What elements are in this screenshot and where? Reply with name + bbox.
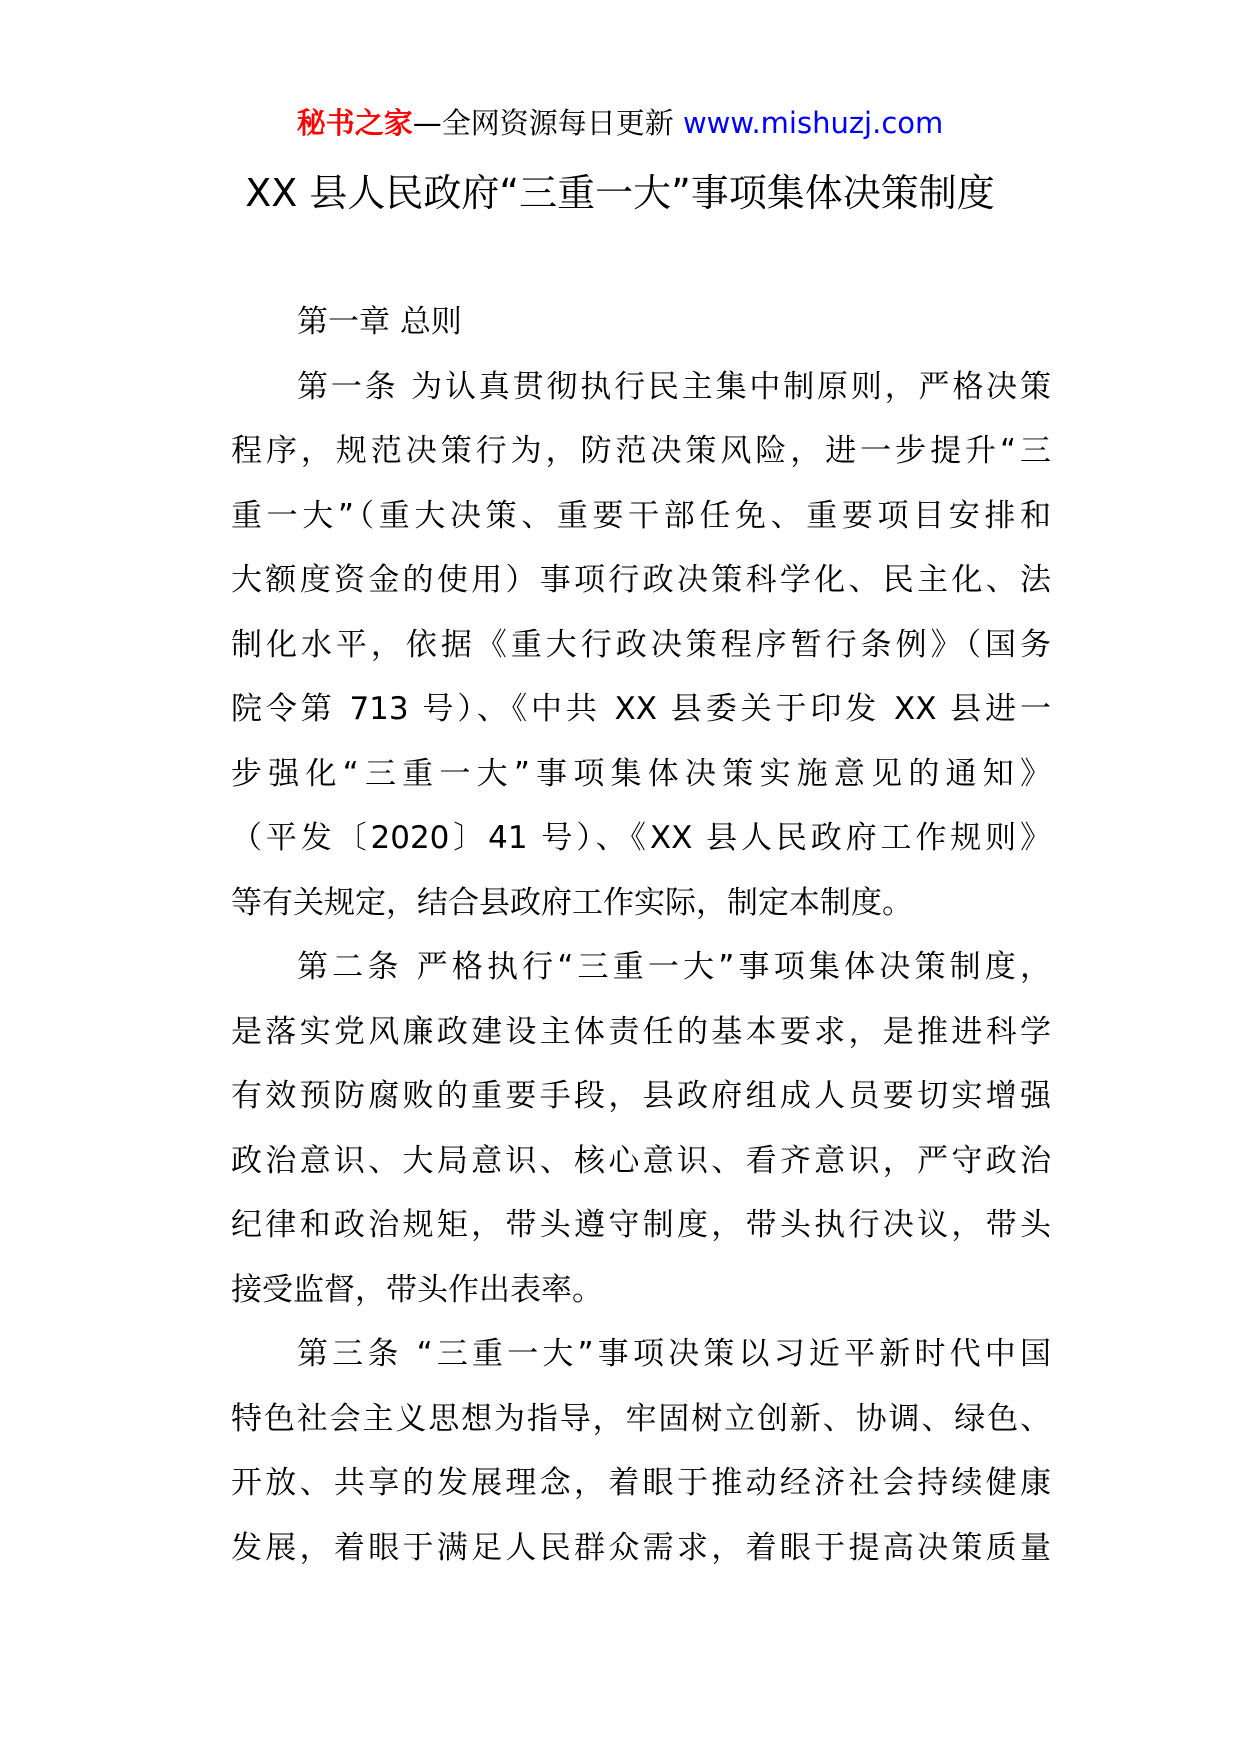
paragraph-line: 大额度资金的使用）事项行政决策科学化、民主化、法 bbox=[231, 562, 1051, 598]
paragraph-line: 程序，规范决策行为，防范决策风险，进一步提升“三 bbox=[231, 433, 1051, 469]
paragraph-line: 重一大”（重大决策、重要干部任免、重要项目安排和 bbox=[231, 497, 1051, 534]
paragraph-line: 第一条 为认真贯彻执行民主集中制原则，严格决策 bbox=[297, 368, 1051, 405]
paragraph-line: 政治意识、大局意识、核心意识、看齐意识，严守政治 bbox=[231, 1142, 1051, 1179]
chapter-heading: 第一章 总则 bbox=[297, 304, 462, 340]
paragraph-line: （平发〔2020〕41 号）、《XX 县人民政府工作规则》 bbox=[231, 820, 1051, 856]
document-body bbox=[231, 290, 1051, 1580]
site-tagline: —全网资源每日更新 bbox=[412, 106, 674, 140]
paragraph-line: 等有关规定，结合县政府工作实际，制定本制度。 bbox=[231, 884, 913, 921]
paragraph-line: 发展，着眼于满足人民群众需求，着眼于提高决策质量 bbox=[231, 1529, 1051, 1566]
site-banner bbox=[0, 103, 1240, 143]
paragraph-line: 步强化“三重一大”事项集体决策实施意见的通知》 bbox=[231, 755, 1051, 792]
paragraph-line: 接受监督，带头作出表率。 bbox=[231, 1271, 603, 1308]
paragraph-line: 院令第 713 号）、《中共 XX 县委关于印发 XX 县进一 bbox=[231, 691, 1051, 727]
site-url-link[interactable]: www.mishuzj.com bbox=[682, 106, 944, 140]
paragraph-line: 制化水平，依据《重大行政决策程序暂行条例》（国务 bbox=[231, 626, 1051, 663]
paragraph-line: 第二条 严格执行“三重一大”事项集体决策制度， bbox=[297, 949, 1051, 985]
paragraph-line: 是落实党风廉政建设主体责任的基本要求，是推进科学 bbox=[231, 1013, 1051, 1050]
site-brand: 秘书之家 bbox=[296, 106, 413, 140]
paragraph-line: 纪律和政治规矩，带头遵守制度，带头执行决议，带头 bbox=[231, 1207, 1051, 1243]
paragraph-line: 开放、共享的发展理念，着眼于推动经济社会持续健康 bbox=[231, 1465, 1051, 1501]
paragraph-line: 特色社会主义思想为指导，牢固树立创新、协调、绿色、 bbox=[231, 1400, 1051, 1437]
paragraph-line: 有效预防腐败的重要手段，县政府组成人员要切实增强 bbox=[231, 1078, 1051, 1114]
paragraph-line: 第三条 “三重一大”事项决策以习近平新时代中国 bbox=[297, 1336, 1051, 1372]
document-title: XX 县人民政府“三重一大”事项集体决策制度 bbox=[245, 171, 995, 215]
